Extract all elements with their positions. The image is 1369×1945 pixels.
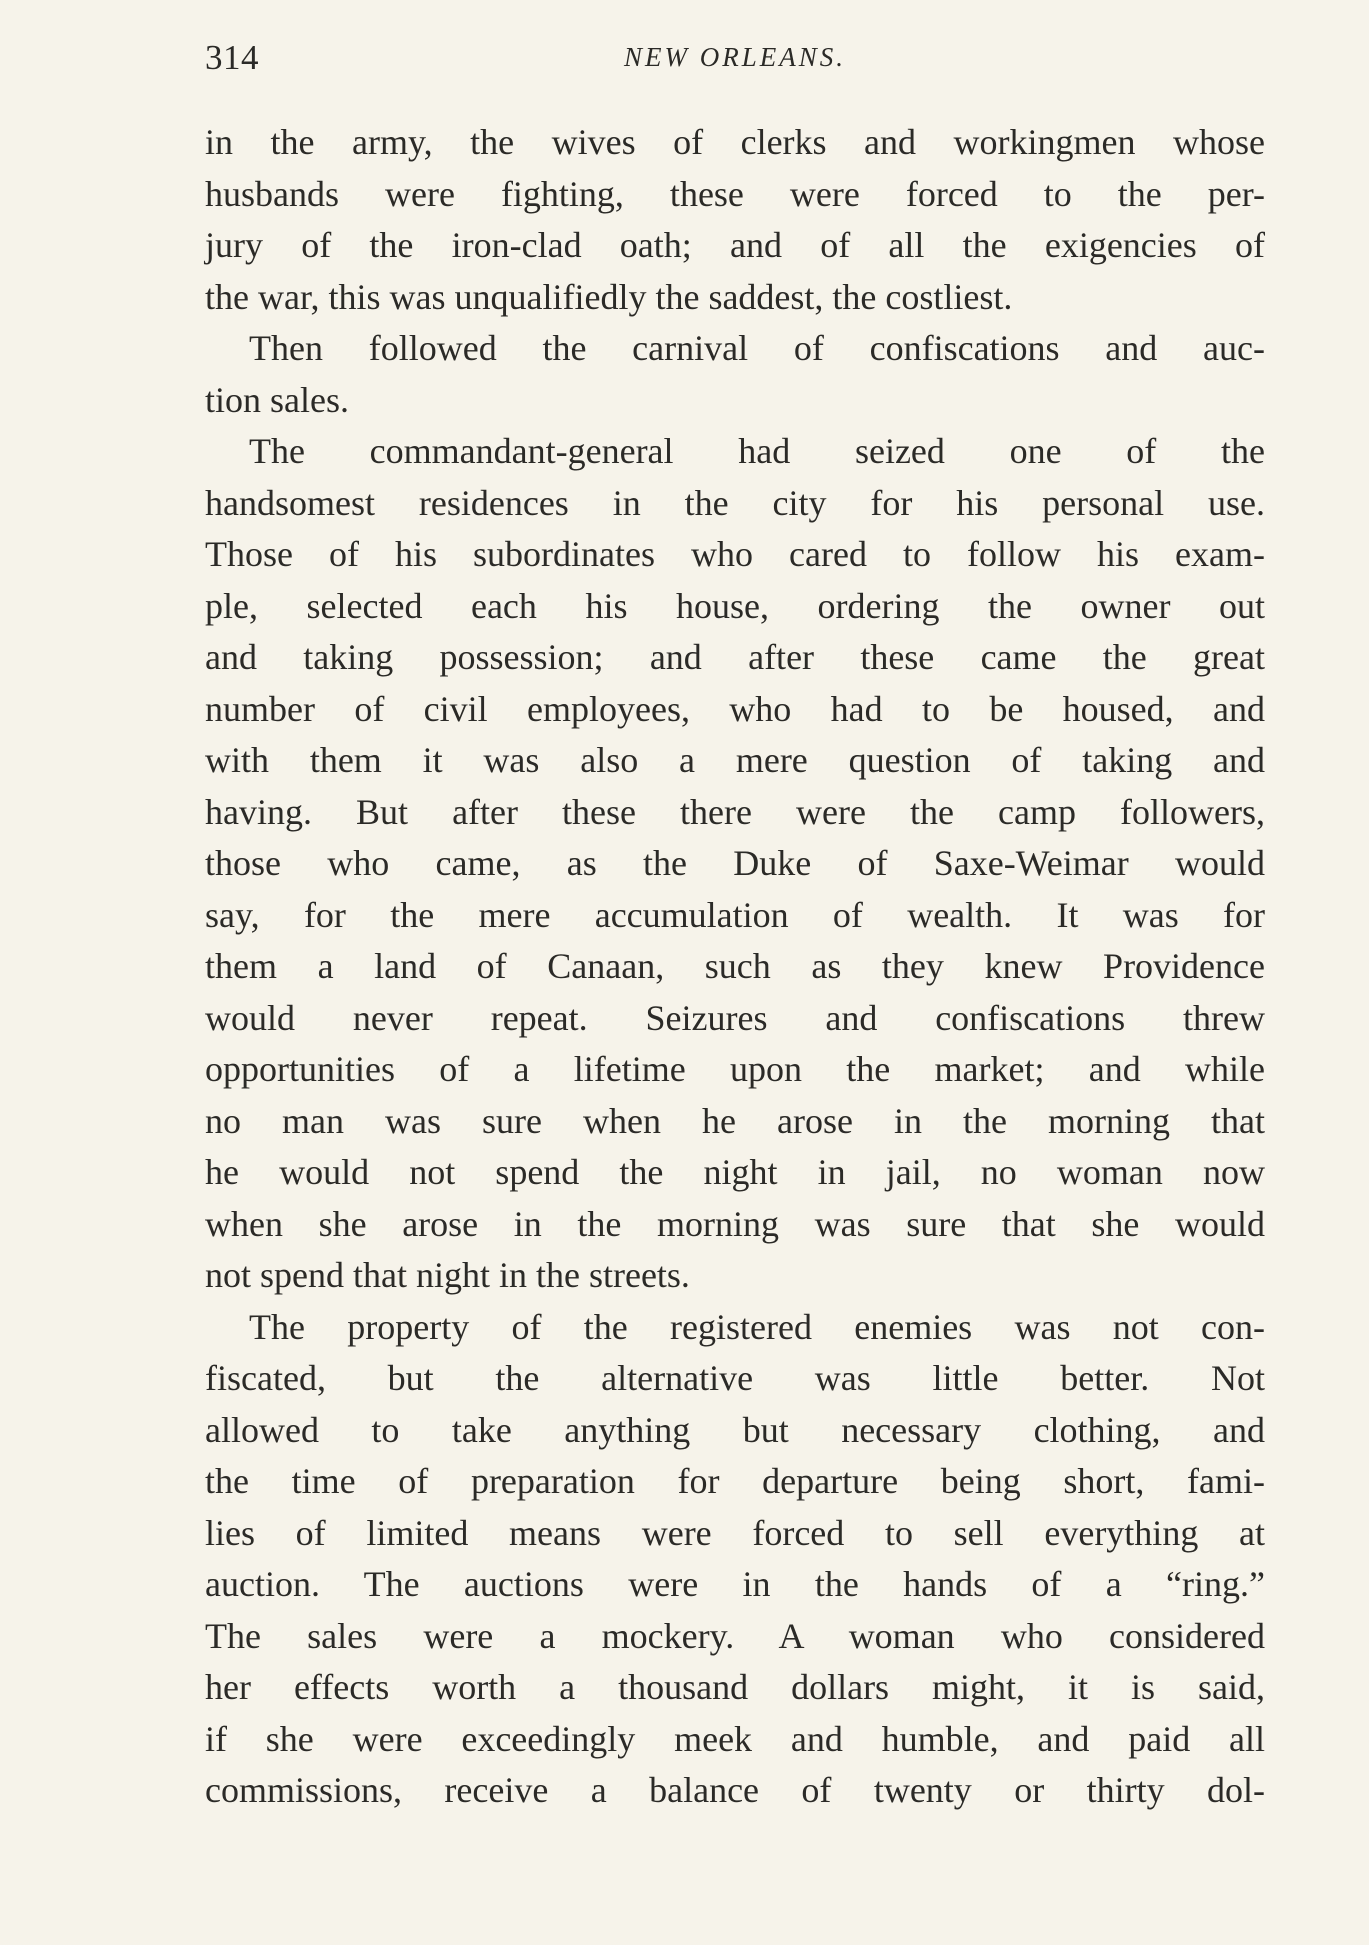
text-line: auction. The auctions were in the hands of a “ring.”	[205, 1564, 1265, 1604]
page-number: 314	[205, 38, 259, 77]
running-title: NEW ORLEANS.	[624, 42, 846, 72]
text-line: lies of limited means were forced to sell everything at	[205, 1512, 1265, 1553]
text-line: her effects worth a thousand dollars might, it is said,	[205, 1667, 1265, 1707]
text-line: tion sales.	[205, 379, 349, 420]
text-line: and taking possession; and after these came the great	[205, 637, 1265, 677]
text-line: Then followed the carnival of confiscations and auc-	[249, 328, 1265, 368]
text-line: having. But after these there were the camp followers,	[205, 791, 1265, 832]
text-line: he would not spend the night in jail, no woman now	[205, 1152, 1265, 1192]
text-line: ple, selected each his house, ordering the owner out	[205, 585, 1265, 626]
text-line: fiscated, but the alternative was little better. Not	[205, 1358, 1265, 1398]
text-line: those who came, as the Duke of Saxe-Weimar would	[205, 843, 1265, 883]
page-header	[205, 38, 1265, 88]
text-line: commissions, receive a balance of twenty or thirty dol-	[205, 1770, 1265, 1810]
text-line: number of civil employees, who had to be housed, and	[205, 688, 1265, 729]
text-line: in the army, the wives of clerks and workingmen whose	[205, 122, 1265, 162]
text-line: the war, this was unqualifiedly the saddest, the costliest.	[205, 276, 1013, 317]
text-line: them a land of Canaan, such as they knew Providence	[205, 946, 1265, 986]
text-line: opportunities of a lifetime upon the market; and while	[205, 1049, 1265, 1089]
text-line: Those of his subordinates who cared to follow his exam-	[205, 534, 1265, 574]
text-line: with them it was also a mere question of taking and	[205, 740, 1265, 780]
text-line: handsomest residences in the city for his personal use.	[205, 482, 1265, 523]
text-line: would never repeat. Seizures and confiscations threw	[205, 997, 1265, 1038]
text-line: The commandant-general had seized one of the	[249, 431, 1265, 471]
text-line: allowed to take anything but necessary clothing, and	[205, 1409, 1265, 1450]
text-line: the time of preparation for departure being short, fami-	[205, 1461, 1265, 1501]
text-line: jury of the iron-clad oath; and of all the exigencies of	[205, 225, 1265, 265]
text-line: if she were exceedingly meek and humble, and paid all	[205, 1718, 1265, 1759]
text-line: when she arose in the morning was sure that she would	[205, 1203, 1265, 1244]
text-line: say, for the mere accumulation of wealth. It was for	[205, 894, 1265, 935]
text-line: husbands were fighting, these were forced to the per-	[205, 173, 1265, 214]
text-line: The sales were a mockery. A woman who considered	[205, 1615, 1265, 1656]
text-line: no man was sure when he arose in the morning that	[205, 1100, 1265, 1141]
text-line: The property of the registered enemies was not con-	[249, 1306, 1265, 1347]
text-line: not spend that night in the streets.	[205, 1255, 690, 1295]
body-text	[205, 117, 1265, 1817]
